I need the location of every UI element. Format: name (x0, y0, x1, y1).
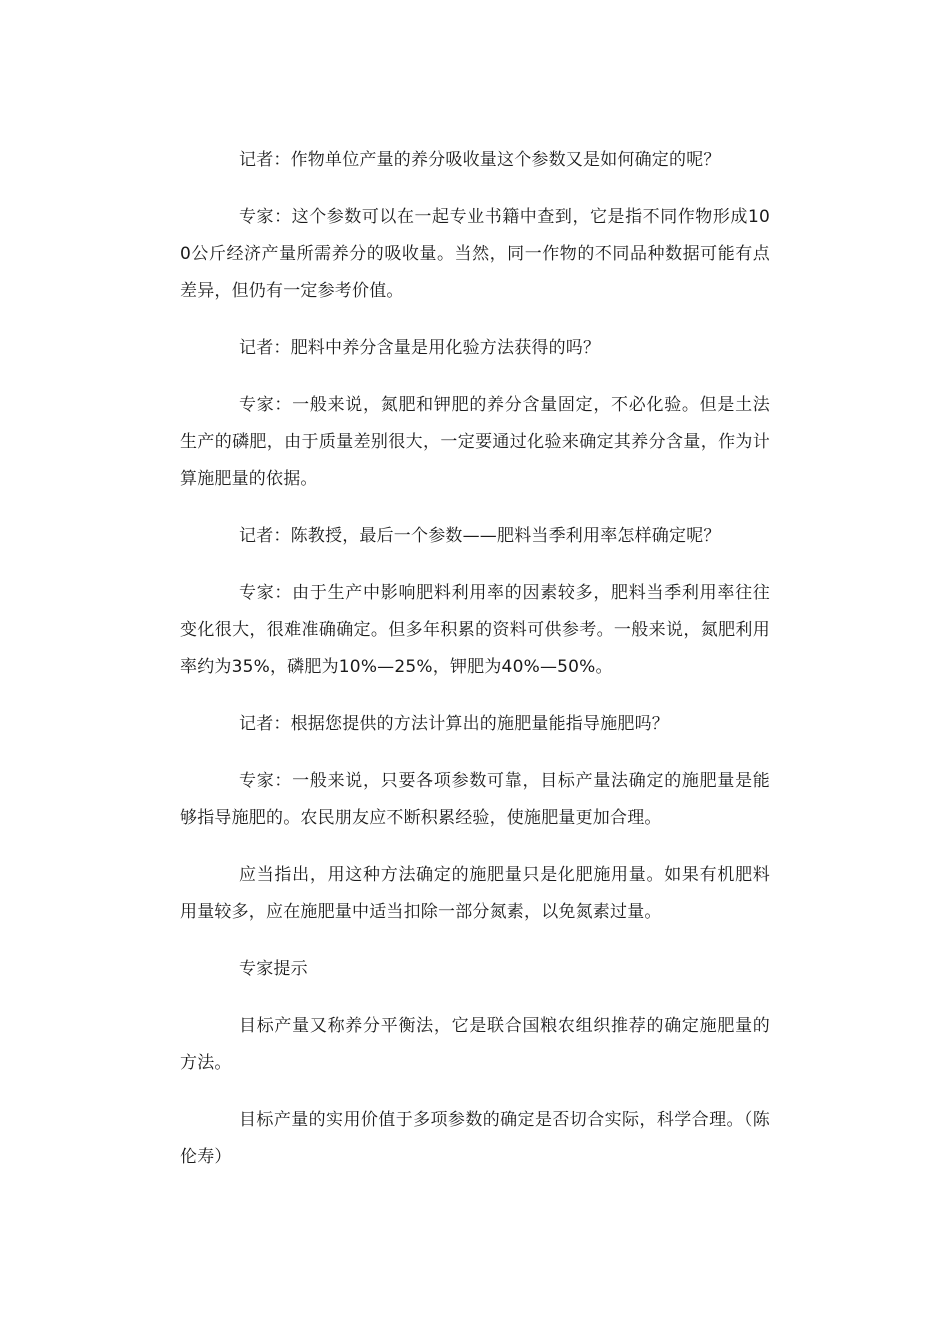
paragraph-question-guidance: 记者：根据您提供的方法计算出的施肥量能指导施肥吗？ (239, 714, 669, 734)
paragraph-answer-nutrient-content: 专家：一般来说，氮肥和钾肥的养分含量固定，不必化验。但是土法生产的磷肥，由于质量差别很大，一定要通过化验来确定其养分含量，作为计算施肥量的依据。 (180, 395, 770, 489)
paragraph-tip-value: 目标产量的实用价值于多项参数的确定是否切合实际，科学合理。（陈伦寿） (180, 1110, 770, 1167)
paragraph-tip-definition: 目标产量又称养分平衡法，它是联合国粮农组织推荐的确定施肥量的方法。 (180, 1016, 770, 1073)
paragraph-question-nutrient-content: 记者：肥料中养分含量是用化验方法获得的吗？ (239, 338, 601, 358)
paragraph-note-organic: 应当指出，用这种方法确定的施肥量只是化肥施用量。如果有机肥料用量较多，应在施肥量中适当扣除一部分氮素，以免氮素过量。 (180, 865, 770, 922)
paragraph-answer-utilization: 专家：由于生产中影响肥料利用率的因素较多，肥料当季利用率往往变化很大，很难准确确定。但多年积累的资料可供参考。一般来说，氮肥利用率约为35%，磷肥为10%—25%，钾肥为40%—50%。 (180, 583, 770, 677)
paragraph-question-utilization: 记者：陈教授，最后一个参数——肥料当季利用率怎样确定呢？ (239, 526, 721, 546)
paragraph-answer-absorption: 专家：这个参数可以在一起专业书籍中查到，它是指不同作物形成100公斤经济产量所需养分的吸收量。当然，同一作物的不同品种数据可能有点差异，但仍有一定参考价值。 (180, 207, 770, 301)
paragraph-question-absorption: 记者：作物单位产量的养分吸收量这个参数又是如何确定的呢？ (239, 150, 721, 170)
document-body (180, 142, 770, 1176)
paragraph-answer-guidance: 专家：一般来说，只要各项参数可靠，目标产量法确定的施肥量是能够指导施肥的。农民朋友应不断积累经验，使施肥量更加合理。 (180, 771, 770, 828)
section-heading-expert-tip: 专家提示 (239, 959, 308, 979)
